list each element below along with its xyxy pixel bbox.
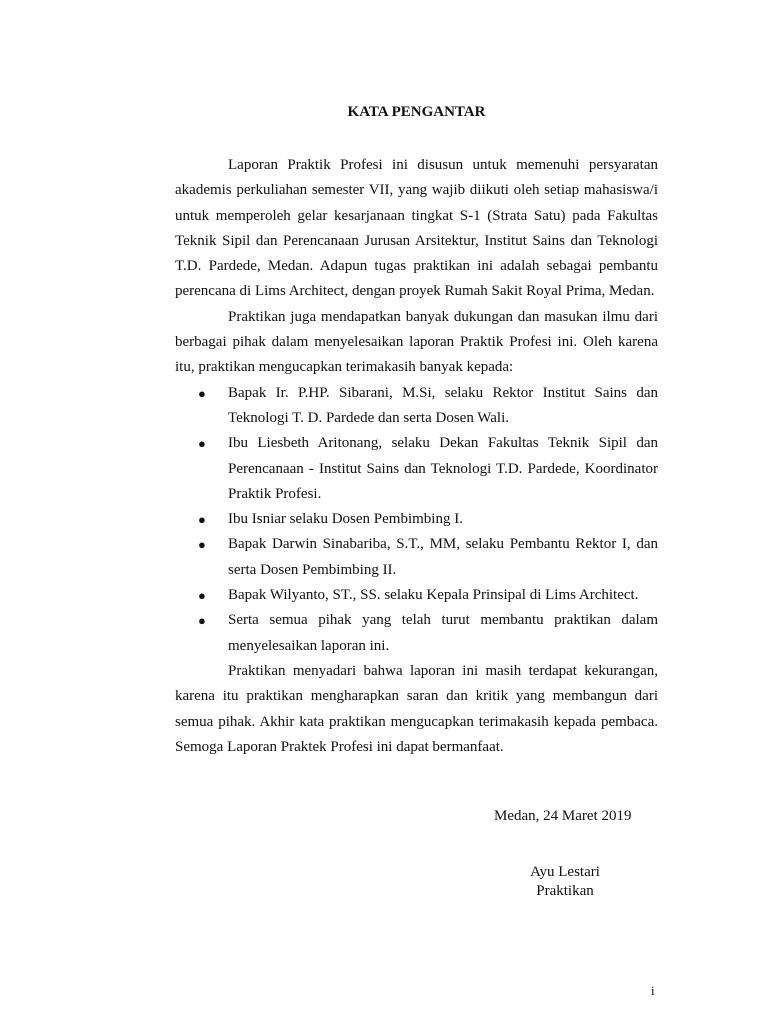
author-name: Ayu Lestari — [530, 864, 600, 880]
paragraph-thanks: Praktikan juga mendapatkan banyak dukungan dan masukan ilmu dari berbagai pihak dalam menyelesaikan laporan Praktik Profesi ini. Oleh karena itu, praktikan mengucapkan terimakasih banyak kepada: — [175, 308, 658, 376]
list-item — [175, 381, 658, 432]
acknowledgement-list — [175, 381, 658, 659]
signature-block — [500, 863, 630, 901]
place-date: Medan, 24 Maret 2019 — [494, 808, 632, 824]
paragraph-intro: Laporan Praktik Profesi ini disusun untuk memenuhi persyaratan akademis perkuliahan semester VII, yang wajib diikuti oleh setiap mahasiswa/i untuk memperoleh gelar kesarjanaan tingkat S-1 (Strata Satu) pada Fakultas Teknik Sipil dan Perencanaan Jurusan Arsitektur, Institut Sains dan Teknologi T.D. Pardede, Medan. Adapun tugas praktikan ini adalah sebagai pembantu perencana di Lims Architect, dengan proyek Rumah Sakit Royal Prima, Medan. — [175, 157, 658, 300]
paragraph-closing: Praktikan menyadari bahwa laporan ini masih terdapat kekurangan, karena itu praktikan mengharapkan saran dan kritik yang membangun dari semua pihak. Akhir kata praktikan mengucapkan terimakasih kepada pembaca. Semoga Laporan Praktek Profesi ini dapat bermanfaat. — [175, 662, 658, 755]
document-title: KATA PENGANTAR — [347, 104, 486, 120]
page-number: i — [651, 983, 655, 998]
document-body — [175, 100, 658, 760]
list-item-text: Bapak Darwin Sinabariba, S.T., MM, selaku Pembantu Rektor I, dan serta Dosen Pembimbing II. — [228, 536, 658, 578]
list-item-text: Bapak Wilyanto, ST., SS. selaku Kepala Prinsipal di Lims Architect. — [228, 587, 639, 604]
list-item-text: Serta semua pihak yang telah turut membantu praktikan dalam menyelesaikan laporan ini. — [228, 612, 658, 654]
bullet-icon: ● — [198, 385, 206, 401]
author-role: Praktikan — [536, 883, 594, 899]
list-item-text: Ibu Liesbeth Aritonang, selaku Dekan Fakultas Teknik Sipil dan Perencanaan - Institut Sains dan Teknologi T.D. Pardede, Koordinator Praktik Profesi. — [228, 435, 658, 502]
list-item-text: Bapak Ir. P.HP. Sibarani, M.Si, selaku Rektor Institut Sains dan Teknologi T. D. Pardede dan serta Dosen Wali. — [228, 384, 658, 426]
bullet-icon: ● — [198, 613, 206, 629]
list-item — [175, 532, 658, 583]
list-item-text: Ibu Isniar selaku Dosen Pembimbing I. — [228, 511, 463, 528]
list-item — [175, 507, 658, 532]
list-item — [175, 608, 658, 659]
bullet-icon: ● — [198, 436, 206, 452]
list-item — [175, 583, 658, 608]
bullet-icon: ● — [198, 588, 206, 604]
bullet-icon: ● — [198, 512, 206, 528]
bullet-icon: ● — [198, 537, 206, 553]
list-item — [175, 431, 658, 507]
